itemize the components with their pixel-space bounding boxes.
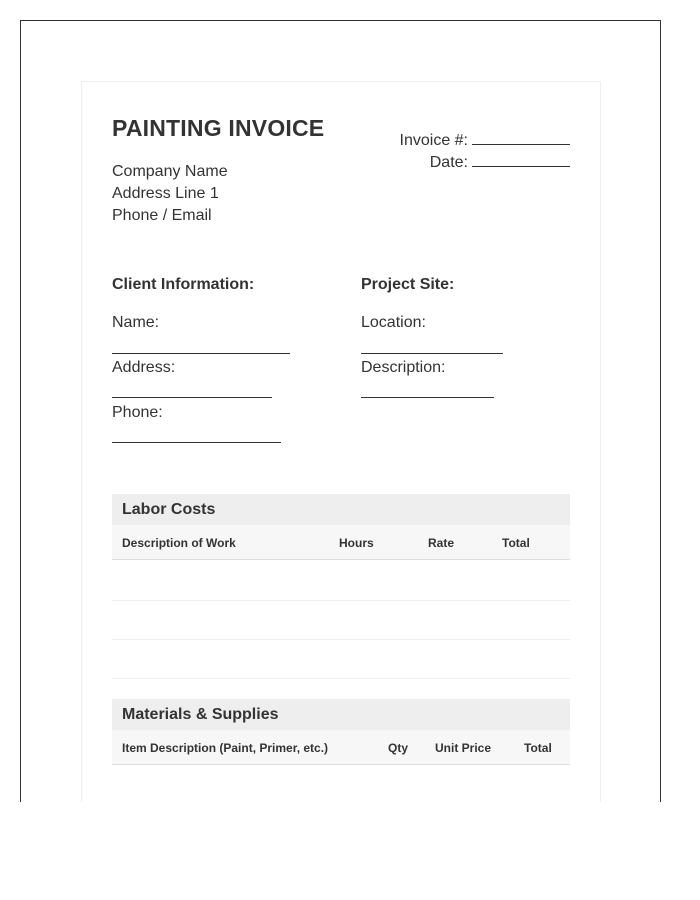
project-description-blank[interactable]	[361, 397, 494, 398]
client-name-blank[interactable]	[112, 353, 290, 354]
client-info-heading: Client Information:	[112, 276, 255, 293]
materials-col-unit-price: Unit Price	[435, 741, 492, 755]
client-phone-label: Phone:	[112, 404, 163, 421]
project-description-label: Description:	[361, 359, 446, 376]
labor-costs-title: Labor Costs	[122, 501, 216, 518]
client-phone-blank[interactable]	[112, 442, 281, 443]
invoice-title: PAINTING INVOICE	[112, 115, 325, 141]
project-location-label: Location:	[361, 314, 426, 331]
labor-col-total: Total	[502, 536, 530, 550]
labor-row-2[interactable]	[112, 639, 570, 640]
project-site-heading: Project Site:	[361, 276, 455, 293]
company-address: Address Line 1	[112, 185, 219, 202]
client-address-label: Address:	[112, 359, 176, 376]
invoice-date-blank[interactable]	[472, 151, 570, 167]
client-name-label: Name:	[112, 314, 160, 331]
invoice-number-blank[interactable]	[472, 129, 570, 145]
labor-col-description: Description of Work	[122, 536, 236, 550]
invoice-number-label: Invoice #:	[399, 132, 468, 149]
client-address-blank[interactable]	[112, 397, 272, 398]
project-location-blank[interactable]	[361, 353, 503, 354]
materials-title-bar	[112, 699, 570, 730]
invoice-date-label: Date:	[429, 154, 468, 171]
labor-costs-header	[112, 525, 570, 560]
labor-col-hours: Hours	[339, 536, 374, 550]
materials-title: Materials & Supplies	[122, 706, 279, 723]
company-name: Company Name	[112, 163, 228, 180]
labor-row-1[interactable]	[112, 600, 570, 601]
materials-header	[112, 730, 570, 765]
materials-col-description: Item Description (Paint, Primer, etc.)	[122, 741, 329, 755]
labor-col-rate: Rate	[428, 536, 455, 550]
company-contact: Phone / Email	[112, 207, 212, 224]
invoice-date-row	[430, 151, 570, 172]
materials-col-qty: Qty	[388, 741, 409, 755]
labor-costs-title-bar	[112, 494, 570, 525]
materials-col-total: Total	[524, 741, 552, 755]
invoice-number-row	[400, 129, 570, 150]
labor-row-3[interactable]	[112, 678, 570, 679]
